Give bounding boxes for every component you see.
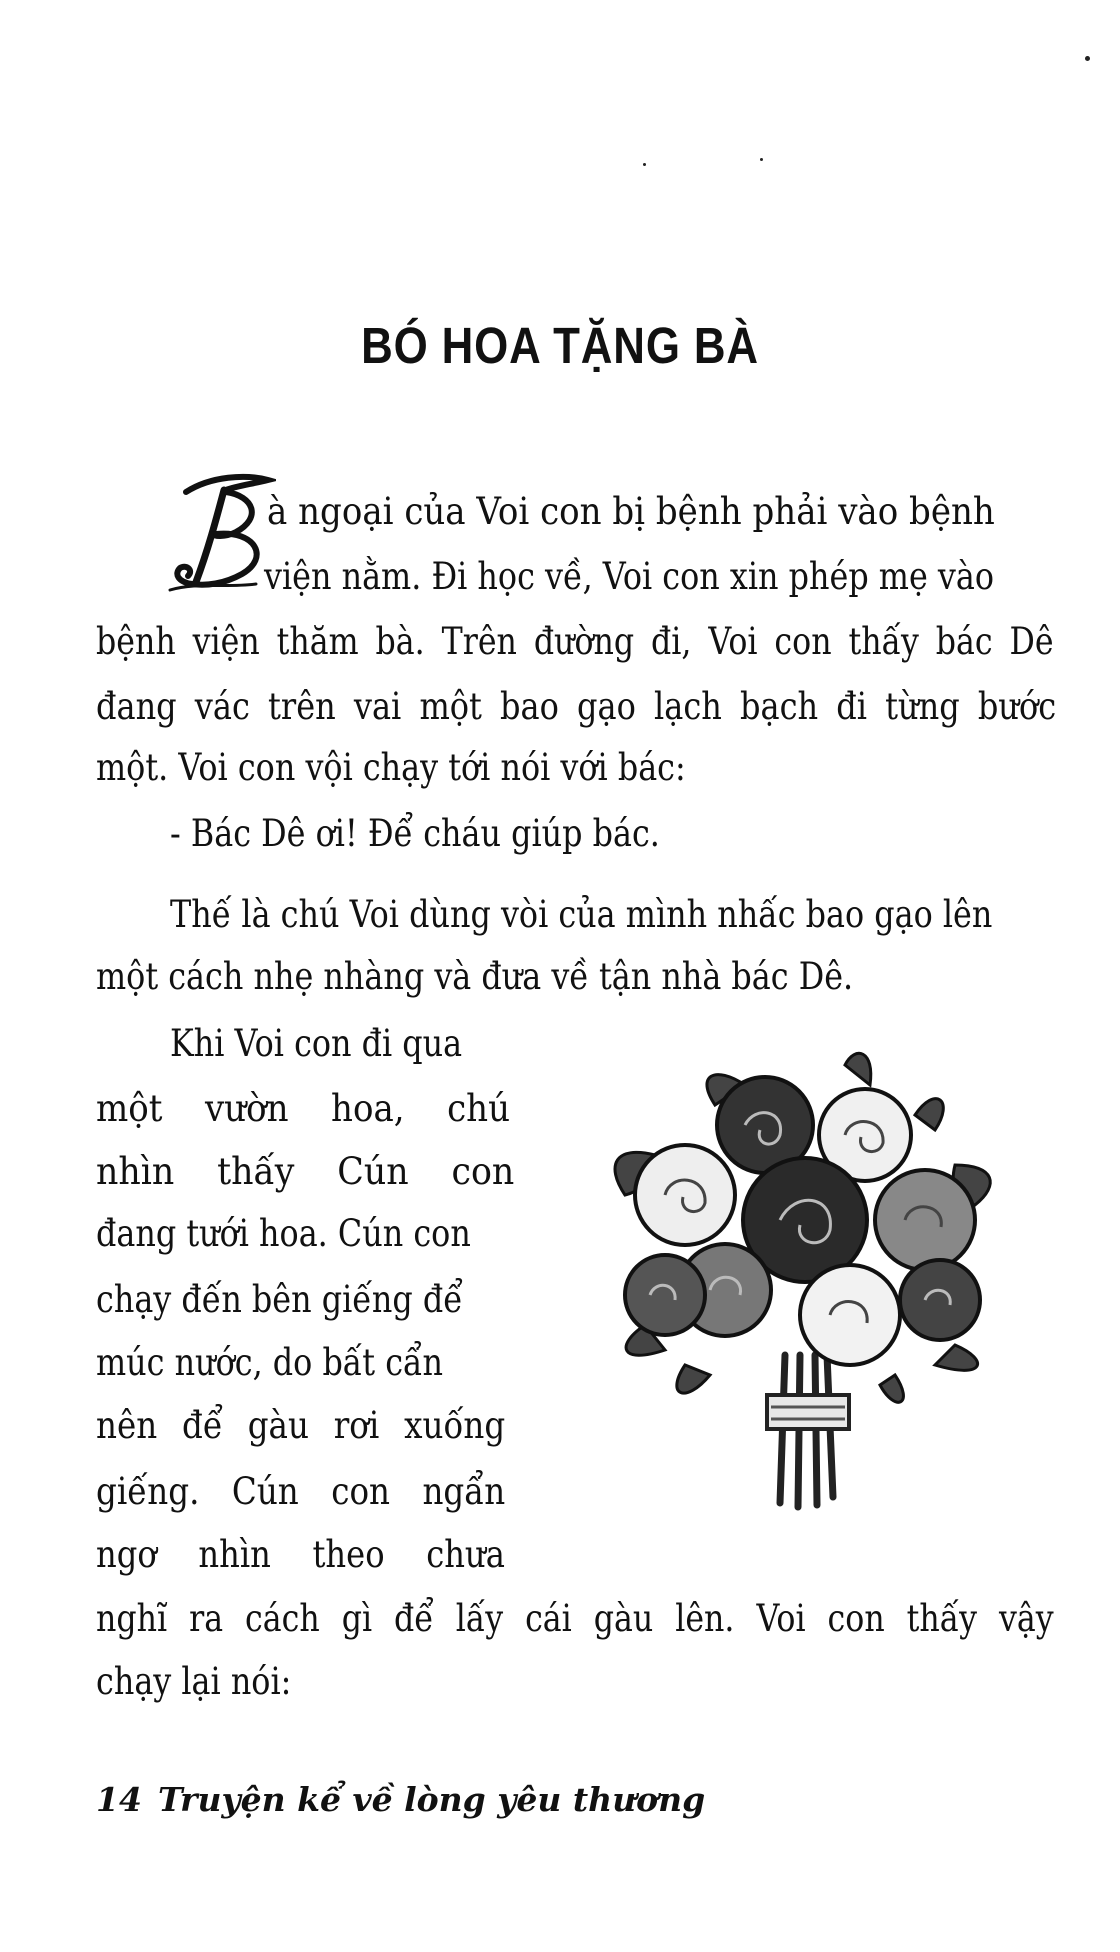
text-line: à ngoại của Voi con bị bệnh phải vào bệnh: [267, 490, 995, 533]
text-line: chạy đến bên giếng để: [96, 1278, 463, 1321]
text-line: Thế là chú Voi dùng vòi của mình nhấc bao gạo lên: [170, 893, 993, 936]
print-speck: [1085, 56, 1090, 61]
text-line: một. Voi con vội chạy tới nói với bác:: [96, 746, 686, 789]
text-line: múc nước, do bất cẩn: [96, 1341, 444, 1384]
text-line: một vườn hoa, chú: [96, 1087, 510, 1130]
text-line: nên để gàu rơi xuống: [96, 1404, 506, 1447]
text-line: nhìn thấy Cún con: [96, 1150, 515, 1193]
print-speck: [760, 158, 763, 161]
page-number: 14: [96, 1780, 142, 1819]
print-speck: [643, 163, 646, 166]
text-line: nghĩ ra cách gì để lấy cái gàu lên. Voi con thấy vậy: [96, 1597, 1054, 1640]
book-title: Truyện kể về lòng yêu thương: [157, 1780, 706, 1819]
text-line: một cách nhẹ nhàng và đưa về tận nhà bác Dê.: [96, 955, 854, 998]
text-line: giếng. Cún con ngẩn: [96, 1470, 506, 1513]
text-line: Khi Voi con đi qua: [170, 1022, 463, 1065]
text-line: bệnh viện thăm bà. Trên đường đi, Voi con thấy bác Dê: [96, 620, 1054, 663]
text-line: - Bác Dê ơi! Để cháu giúp bác.: [170, 812, 660, 855]
text-line: đang vác trên vai một bao gạo lạch bạch đi từng bước: [96, 685, 1057, 728]
text-line: đang tưới hoa. Cún con: [96, 1212, 471, 1255]
page-footer: [96, 1780, 705, 1819]
decorative-dropcap: [166, 470, 276, 598]
text-line: chạy lại nói:: [96, 1660, 292, 1703]
text-line: ngơ nhìn theo chưa: [96, 1533, 505, 1576]
flower-bouquet-illustration: [595, 1045, 1005, 1515]
story-title: BÓ HOA TẶNG BÀ: [361, 317, 759, 374]
text-line: viện nằm. Đi học về, Voi con xin phép mẹ vào: [264, 555, 995, 598]
